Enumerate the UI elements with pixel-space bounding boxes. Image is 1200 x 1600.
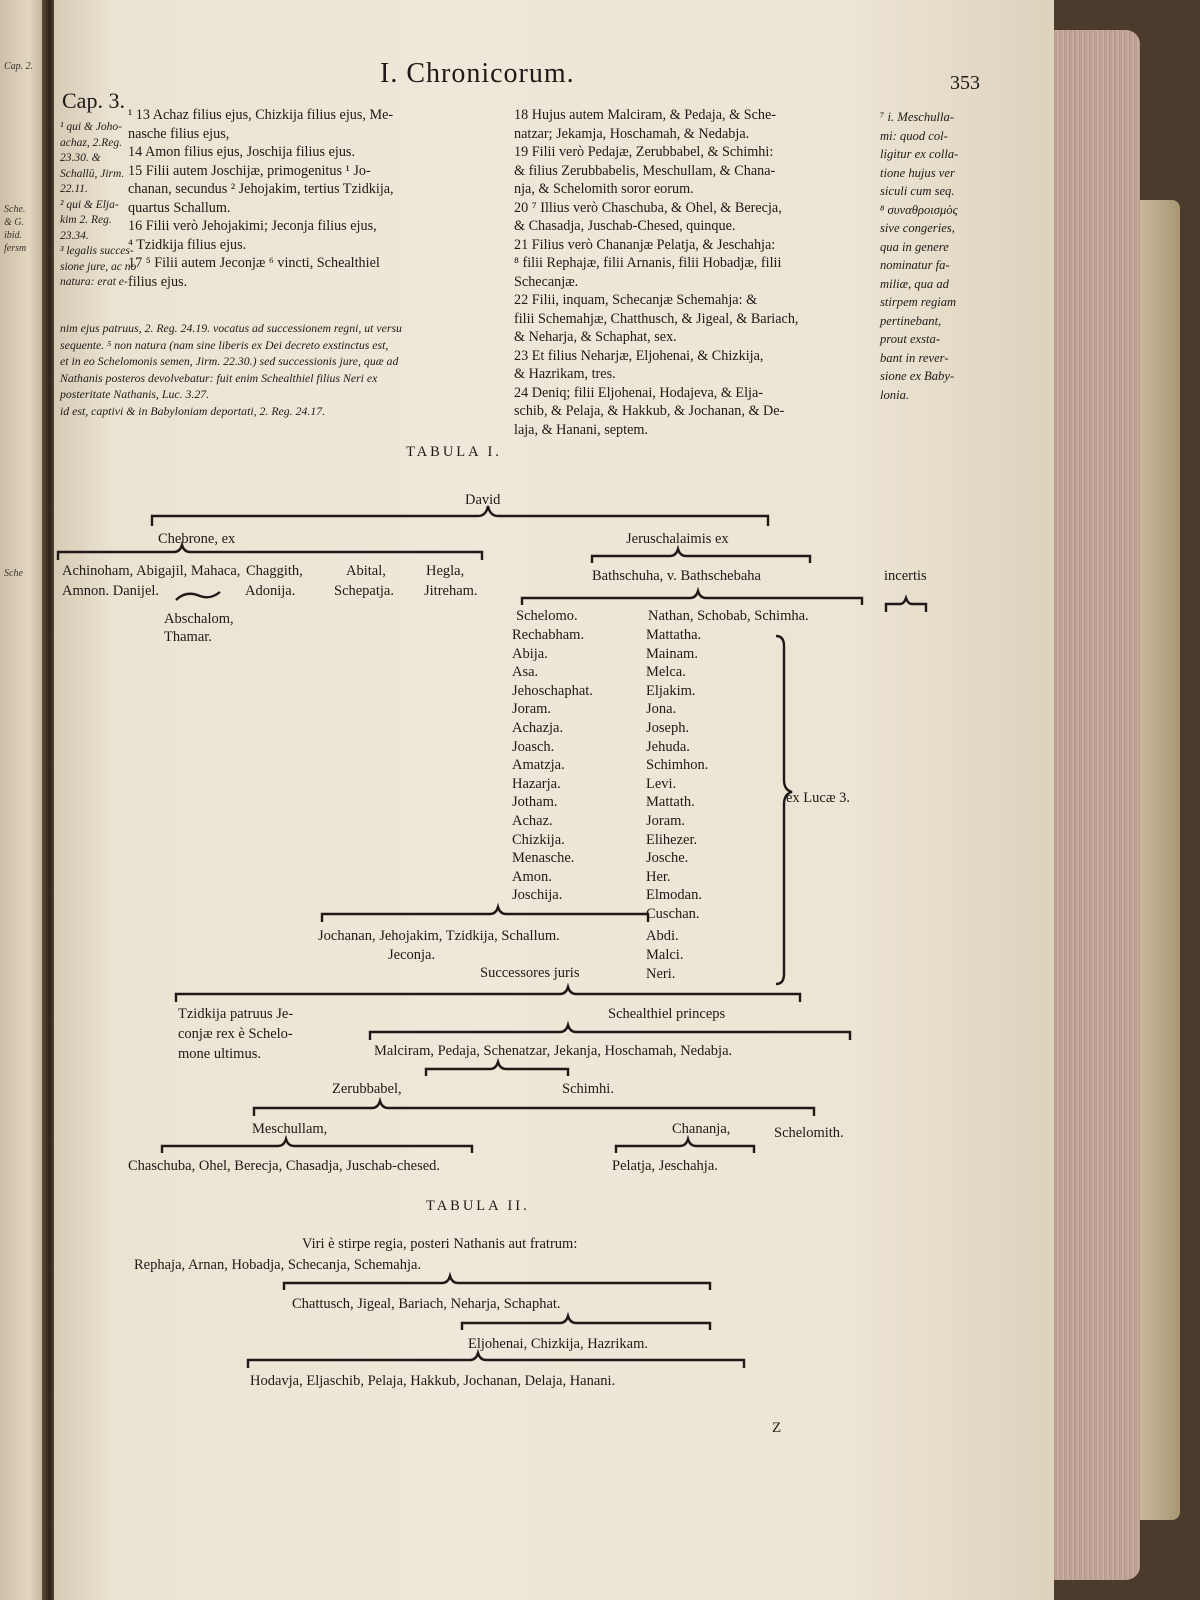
verse-line: nja, & Schelomith soror eorum. <box>514 181 694 197</box>
king-name: Joram. <box>512 701 552 718</box>
ex-lucae-label: ex Lucæ 3. <box>786 790 851 806</box>
margin-line <box>4 281 44 294</box>
node-nathan-line: Nathan, Schobab, Schimha. <box>648 608 809 624</box>
right-sidenotes <box>880 108 980 404</box>
sidenote-line: ligitur ex colla- <box>880 147 959 161</box>
node-chebrone: Chebrone, ex <box>158 531 236 547</box>
tzidkija-note-2: conjæ rex è Schelo- <box>178 1026 293 1042</box>
verse-line: Schecanjæ. <box>514 273 579 290</box>
node-adonija: Adonija. <box>245 583 296 599</box>
footnote-line: id est, captivi & in Babyloniam deportati, 2. Reg. 24.17. <box>60 403 326 418</box>
page-title: I. Chronicorum. <box>380 58 575 89</box>
margin-line <box>4 450 44 463</box>
margin-line <box>4 359 44 372</box>
node-meschullam: Meschullam, <box>252 1121 328 1137</box>
nathan-descendant-name: Melca. <box>646 664 686 681</box>
margin-line <box>4 437 44 450</box>
signature-mark: Z <box>772 1420 782 1436</box>
margin-line <box>4 333 44 346</box>
footnote-line: posteritate Nathanis, Luc. 3.27. <box>60 387 210 401</box>
margin-line <box>4 541 44 554</box>
node-jerusalem: Jeruschalaimis ex <box>626 531 729 547</box>
margin-line: fersm <box>4 243 27 254</box>
margin-line <box>4 398 44 411</box>
node-chananja: Chananja, <box>672 1121 731 1137</box>
sidenote-line: nominatur fa- <box>880 258 950 272</box>
nathan-descendant-name: Josche. <box>646 850 689 867</box>
sidenote-line: ³ legalis succes- <box>60 245 134 257</box>
verse-line: 16 Filii verò Jehojakimi; Jeconja filius ejus, <box>128 218 377 234</box>
sidenote-line: sione jure, ac no <box>60 260 137 273</box>
sidenote-line: achaz, 2.Reg. <box>60 136 122 149</box>
left-page-margin-text <box>4 60 44 580</box>
margin-line <box>4 411 44 424</box>
tzidkija-note-1: Tzidkija patruus Je- <box>178 1006 294 1022</box>
verse-line: 23 Et filius Neharjæ, Eljohenai, & Chizkija, <box>514 347 764 364</box>
verse-line: 24 Deniq; filii Eljohenai, Hodajeva, & Elja- <box>514 384 764 401</box>
nathan-descendant-name: Mainam. <box>646 645 698 662</box>
margin-line <box>4 307 44 320</box>
tabula-2-row-1: Rephaja, Arnan, Hobadja, Schecanja, Schemahja. <box>134 1257 422 1273</box>
node-incertis: incertis <box>884 568 927 584</box>
verse-line: 19 Filii verò Pedajæ, Zerubbabel, & Schimhi: <box>514 144 774 160</box>
margin-line <box>4 190 44 203</box>
chananja-sons: Pelatja, Jeschahja. <box>612 1158 718 1174</box>
margin-line <box>4 268 44 281</box>
margin-line: ibid. <box>4 230 23 241</box>
tabula-2-row-2: Chattusch, Jigeal, Bariach, Neharja, Schaphat. <box>292 1296 561 1312</box>
node-schelomo: Schelomo. <box>516 608 578 624</box>
node-hegla: Hegla, <box>426 563 465 579</box>
margin-line <box>4 528 44 541</box>
sidenote-line: tione hujus ver <box>880 165 955 180</box>
margin-line <box>4 476 44 489</box>
margin-line <box>4 372 44 385</box>
sidenote-line: natura: erat e- <box>60 276 128 288</box>
sidenote-line: Schallū, Jirm. <box>60 167 125 180</box>
nathan-descendant-name: Her. <box>646 868 671 885</box>
node-schimhi: Schimhi. <box>562 1081 614 1097</box>
sidenote-line: sive congeries, <box>880 221 955 235</box>
sidenote-line: 23.34. <box>60 229 89 242</box>
node-schelomith: Schelomith. <box>774 1125 844 1141</box>
nathan-descendant-name: Elihezer. <box>646 831 698 848</box>
node-malci: Malci. <box>646 947 684 963</box>
verse-line: 17 ⁵ Filii autem Jeconjæ ⁶ vincti, Schealthiel <box>128 255 380 271</box>
margin-line: Sche <box>4 568 23 579</box>
node-jitreham: Jitreham. <box>424 583 478 599</box>
nathan-descendant-name: Levi. <box>646 775 677 792</box>
margin-line <box>4 255 44 268</box>
verse-line: schib, & Pelaja, & Hakkub, & Jochanan, & De- <box>514 403 785 419</box>
nathan-descendant-name: Mattatha. <box>646 627 702 643</box>
king-name: Achazja. <box>512 719 564 736</box>
verse-line: quartus Schallum. <box>128 199 231 216</box>
sidenote-line: ⁸ συναθροισμὸς <box>880 202 958 217</box>
verse-line: 15 Filii autem Joschijæ, primogenitus ¹ Jo- <box>128 162 371 179</box>
sidenote-line: kim 2. Reg. <box>60 214 112 226</box>
chapter-label: Cap. 3. <box>62 88 125 113</box>
node-schealthiel: Schealthiel princeps <box>608 1006 726 1022</box>
nathan-descendant-name: Jehuda. <box>646 738 690 755</box>
margin-line <box>4 125 44 138</box>
margin-line <box>4 515 44 528</box>
node-thamar: Thamar. <box>164 629 212 645</box>
margin-line <box>4 320 44 333</box>
right-column-text <box>514 106 874 439</box>
margin-line <box>4 502 44 515</box>
sidenote-line: ⁷ i. Meschulla- <box>880 110 954 124</box>
node-schepatja: Schepatja. <box>334 583 394 599</box>
tzidkija-note-3: mone ultimus. <box>178 1046 261 1062</box>
sidenote-line: pertinebant, <box>880 313 942 328</box>
king-name: Jehoschaphat. <box>512 682 593 699</box>
sidenote-line: lonia. <box>880 387 910 402</box>
footnote-line: et in eo Schelomonis semen, Jirm. 22.30.) sed successionis jure, quæ ad <box>60 354 399 368</box>
tabula-2-row-3: Eljohenai, Chizkija, Hazrikam. <box>468 1336 648 1352</box>
tabula-2-subtitle: Viri è stirpe regia, posteri Nathanis aut fratrum: <box>302 1236 578 1252</box>
margin-line: Sche. <box>4 204 26 215</box>
margin-line <box>4 346 44 359</box>
sidenote-line: mi: quod col- <box>880 128 948 143</box>
node-abdi: Abdi. <box>646 928 679 944</box>
left-column-text <box>128 106 508 291</box>
nathan-descendant-name: Joram. <box>646 812 686 829</box>
king-name: Achaz. <box>512 812 553 829</box>
verse-line: nasche filius ejus, <box>128 125 230 142</box>
margin-line: & G. <box>4 217 24 228</box>
nathan-descendant-name: Joseph. <box>646 719 690 736</box>
page-edges <box>1050 30 1140 1580</box>
margin-line <box>4 99 44 112</box>
margin-line <box>4 73 44 86</box>
king-name: Menasche. <box>512 850 575 867</box>
sidenote-line: ¹ qui & Joho- <box>60 121 122 133</box>
nathan-descendant-name: Jona. <box>646 701 677 718</box>
king-name: Joschija. <box>512 887 563 904</box>
sidenote-line: miliæ, qua ad <box>880 276 949 291</box>
sons-row-2: Amnon. Danijel. <box>62 583 160 599</box>
verse-line: & Hazrikam, tres. <box>514 366 616 382</box>
verse-line: & Neharja, & Schaphat, sex. <box>514 329 677 345</box>
nathan-descendant-name: Eljakim. <box>646 682 696 699</box>
left-page-edge <box>0 0 48 1600</box>
sidenote-line: ² qui & Elja- <box>60 198 119 211</box>
verse-line: 20 ⁷ Illius verò Chaschuba, & Ohel, & Berecja, <box>514 199 782 216</box>
sons-row-1: Achinoham, Abigajil, Mahaca, <box>62 563 241 579</box>
footnote-line: sequente. ⁵ non natura (nam sine liberis ex Dei decreto exstinctus est, <box>60 337 389 352</box>
king-name: Hazarja. <box>512 775 561 792</box>
king-name: Amatzja. <box>512 757 565 774</box>
nathan-descendant-name: Schimhon. <box>646 757 709 774</box>
node-abital: Abital, <box>346 563 386 579</box>
king-name: Chizkija. <box>512 831 565 848</box>
nathan-descendant-name: Mattath. <box>646 794 695 811</box>
book-cover-edge <box>1140 200 1180 1520</box>
footnote-line: Nathanis posteros devolvebatur: fuit enim Schealthiel filius Neri ex <box>60 370 378 385</box>
tabula-2-row-4: Hodavja, Eljaschib, Pelaja, Hakkub, Jochanan, Delaja, Hanani. <box>250 1373 616 1389</box>
tabula-1-heading: TABULA I. <box>406 444 502 460</box>
node-jeconja: Jeconja. <box>388 947 436 963</box>
verse-line: 18 Hujus autem Malciram, & Pedaja, & Sche- <box>514 107 777 123</box>
sidenote-line: qua in genere <box>880 239 949 254</box>
margin-line <box>4 138 44 151</box>
page-number: 353 <box>950 72 980 94</box>
king-name: Abija. <box>512 645 548 662</box>
sidenote-line: sione ex Baby- <box>880 369 955 383</box>
verse-line: ⁴ Tzidkija filius ejus. <box>128 236 247 253</box>
verse-line: & Chasadja, Juschab-Chesed, quinque. <box>514 218 736 234</box>
margin-line <box>4 294 44 307</box>
king-name: Jotham. <box>512 794 558 811</box>
verse-line: filii Schemahjæ, Chatthusch, & Jigeal, & Bariach, <box>514 310 799 327</box>
king-name: Amon. <box>512 868 552 885</box>
sidenote-line: bant in rever- <box>880 350 949 365</box>
kings-list <box>512 626 593 905</box>
margin-line <box>4 489 44 502</box>
node-david: David <box>465 492 501 508</box>
footnote-line: nim ejus patruus, 2. Reg. 24.19. vocatus ad successionem regni, ut versu <box>60 321 402 335</box>
king-name: Rechabham. <box>512 627 585 643</box>
verse-line: 22 Filii, inquam, Schecanjæ Schemahja: & <box>514 292 758 308</box>
margin-line <box>4 463 44 476</box>
margin-line <box>4 112 44 125</box>
verse-line: & filius Zerubbabelis, Meschullam, & Chana- <box>514 162 776 179</box>
verse-line: laja, & Hanani, septem. <box>514 421 648 438</box>
margin-line <box>4 151 44 164</box>
nathan-descendants-list <box>646 626 708 924</box>
sidenote-line: siculi cum seq. <box>880 184 955 198</box>
margin-line <box>4 177 44 190</box>
margin-line <box>4 164 44 177</box>
meschullam-sons: Chaschuba, Ohel, Berecja, Chasadja, Juschab-chesed. <box>128 1158 441 1174</box>
margin-line <box>4 554 44 567</box>
node-chaggith: Chaggith, <box>246 563 303 579</box>
margin-line <box>4 385 44 398</box>
margin-line: Cap. 2. <box>4 61 34 72</box>
node-bathsheba: Bathschuha, v. Bathschebaha <box>592 568 761 584</box>
successores-label: Successores juris <box>480 965 580 981</box>
left-footnotes <box>60 320 500 419</box>
sidenote-line: prout exsta- <box>880 332 941 346</box>
verse-line: ⁸ filii Rephajæ, filii Arnanis, filii Hobadjæ, filii <box>514 255 782 271</box>
node-zerubbabel: Zerubbabel, <box>332 1081 402 1097</box>
verse-line: 21 Filius verò Chananjæ Pelatja, & Jeschahja: <box>514 236 776 253</box>
sidenote-line: stirpem regiam <box>880 295 957 309</box>
verse-line: 14 Amon filius ejus, Joschija filius ejus. <box>128 144 355 160</box>
verse-line: ¹ 13 Achaz filius ejus, Chizkija filius ejus, Me- <box>128 107 394 123</box>
sidenote-line: 22.11. <box>60 183 88 195</box>
verse-line: chanan, secundus ² Jehojakim, tertius Tzidkija, <box>128 181 394 197</box>
node-abschalom: Abschalom, <box>164 611 234 627</box>
node-neri: Neri. <box>646 966 676 982</box>
sidenote-line: 23.30. & <box>60 152 101 164</box>
king-name: Joasch. <box>512 738 555 755</box>
nathan-descendant-name: Elmodan. <box>646 887 702 904</box>
king-name: Asa. <box>512 664 539 681</box>
left-sidenotes <box>60 120 137 291</box>
margin-line <box>4 424 44 437</box>
verse-line: natzar; Jekamja, Hoschamah, & Nedabja. <box>514 125 750 142</box>
schealthiel-sons: Malciram, Pedaja, Schenatzar, Jekanja, Hoschamah, Nedabja. <box>374 1043 733 1059</box>
margin-line <box>4 86 44 99</box>
nathan-descendant-name: Cuschan. <box>646 905 700 922</box>
verse-line: filius ejus. <box>128 273 188 290</box>
tabula-2-heading: TABULA II. <box>426 1198 530 1214</box>
joschija-sons: Jochanan, Jehojakim, Tzidkija, Schallum. <box>318 928 560 944</box>
